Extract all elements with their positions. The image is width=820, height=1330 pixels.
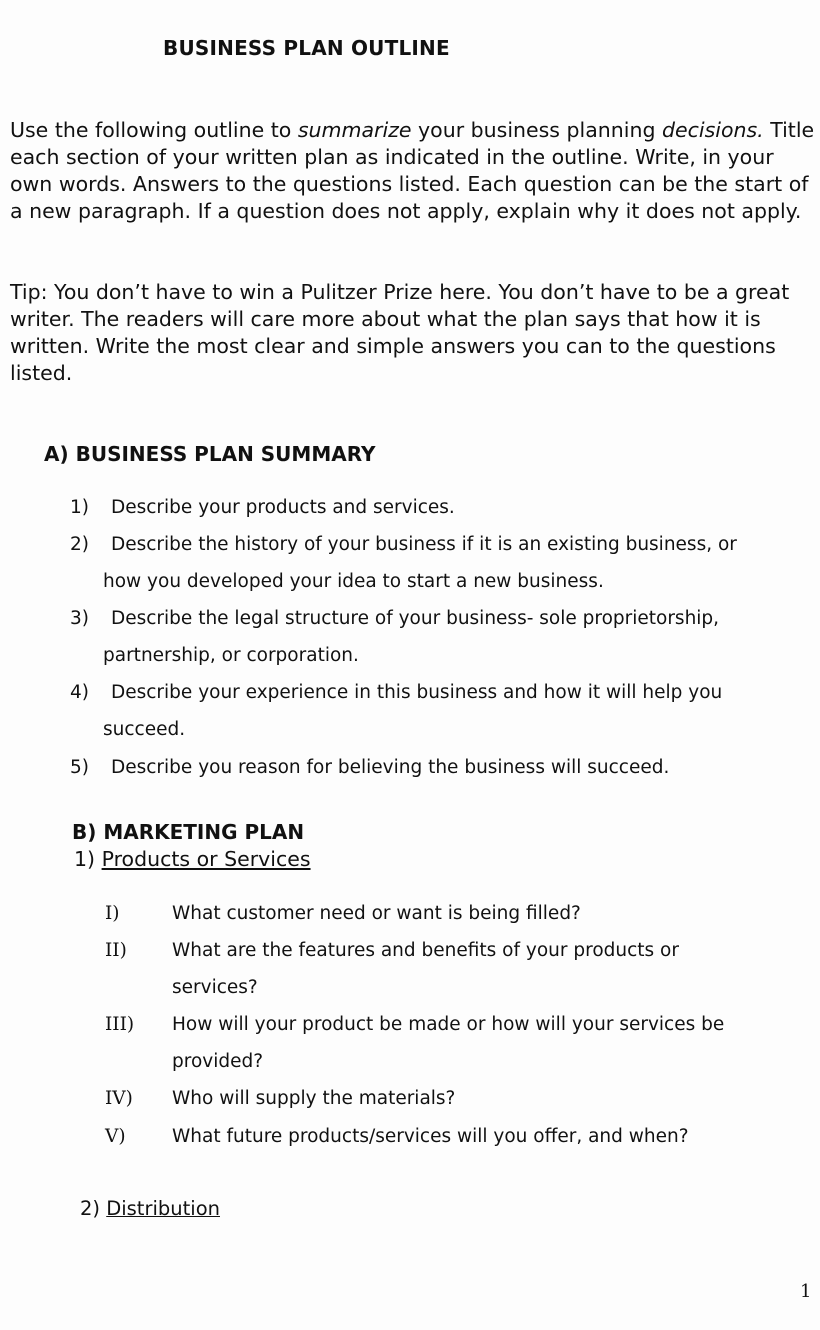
tip-paragraph: Tip: You don’t have to win a Pulitzer Prize here. You don’t have to be a great writer. The readers will care more about what the plan says that how it is written. Write the most clear and simple answers you can to the questions listed. [10, 280, 790, 385]
list-item-text: Who will supply the materials? [172, 1088, 456, 1109]
list-item-text: Describe your experience in this business and how it will help you [111, 682, 723, 703]
list-item-continuation [103, 637, 359, 674]
list-item-number: 3) [70, 608, 89, 629]
list-item-continuation [172, 969, 258, 1006]
section-a-heading: A) BUSINESS PLAN SUMMARY [44, 442, 376, 466]
subsection-label: Distribution [106, 1197, 220, 1220]
subsection-label: Products or Services [101, 847, 311, 871]
list-item-number: V) [105, 1126, 126, 1147]
list-item-continuation [103, 711, 185, 748]
subsection-number: 2) [80, 1197, 101, 1220]
list-item-number: IV) [105, 1088, 133, 1109]
list-item-number: 1) [70, 497, 89, 518]
list-item-text: succeed. [103, 719, 186, 740]
page-title: BUSINESS PLAN OUTLINE [163, 36, 450, 60]
list-item-text: How will your product be made or how will your services be [172, 1014, 725, 1035]
list-item-text: Describe you reason for believing the business will succeed. [111, 757, 670, 778]
intro-emphasis-summarize: summarize [297, 118, 412, 142]
list-item-text: Describe your products and services. [111, 497, 455, 518]
list-item-number: 2) [70, 534, 89, 555]
list-item-text: What future products/services will you offer, and when? [172, 1126, 689, 1147]
list-item-text: services? [172, 977, 258, 998]
list-item-continuation [103, 563, 604, 600]
subsection-distribution-heading [80, 1197, 220, 1220]
list-item-text: provided? [172, 1051, 264, 1072]
list-item-text: What customer need or want is being filled? [172, 903, 581, 924]
list-item-number: I) [105, 903, 120, 924]
list-item-text: What are the features and benefits of your products or [172, 940, 679, 961]
intro-emphasis-decisions: decisions. [661, 118, 764, 142]
page-number: 1 [800, 1281, 812, 1302]
list-item-number: II) [105, 940, 127, 961]
intro-text-2: your business planning [411, 118, 662, 142]
subsection-number: 1) [74, 847, 96, 871]
section-b-heading: B) MARKETING PLAN [72, 820, 305, 844]
list-item-text: Describe the history of your business if it is an existing business, or [111, 534, 737, 555]
list-item-text: Describe the legal structure of your business- sole proprietorship, [111, 608, 720, 629]
list-item-text: how you developed your idea to start a new business. [103, 571, 604, 592]
list-item-number: III) [105, 1014, 135, 1035]
list-item-number: 4) [70, 682, 89, 703]
intro-text-1: Use the following outline to [10, 118, 298, 142]
list-item-number: 5) [70, 757, 89, 778]
list-item-text: partnership, or corporation. [103, 645, 359, 666]
list-item-continuation [172, 1043, 263, 1080]
intro-text-3: Title each section of your written plan as indicated in the outline. Write, in your own words. Answers to the questions listed. Each question can be the start of a new paragraph. If a question does not apply, explain why it does not apply. [10, 118, 815, 223]
subsection-products-heading [74, 847, 311, 871]
intro-paragraph [10, 117, 815, 225]
